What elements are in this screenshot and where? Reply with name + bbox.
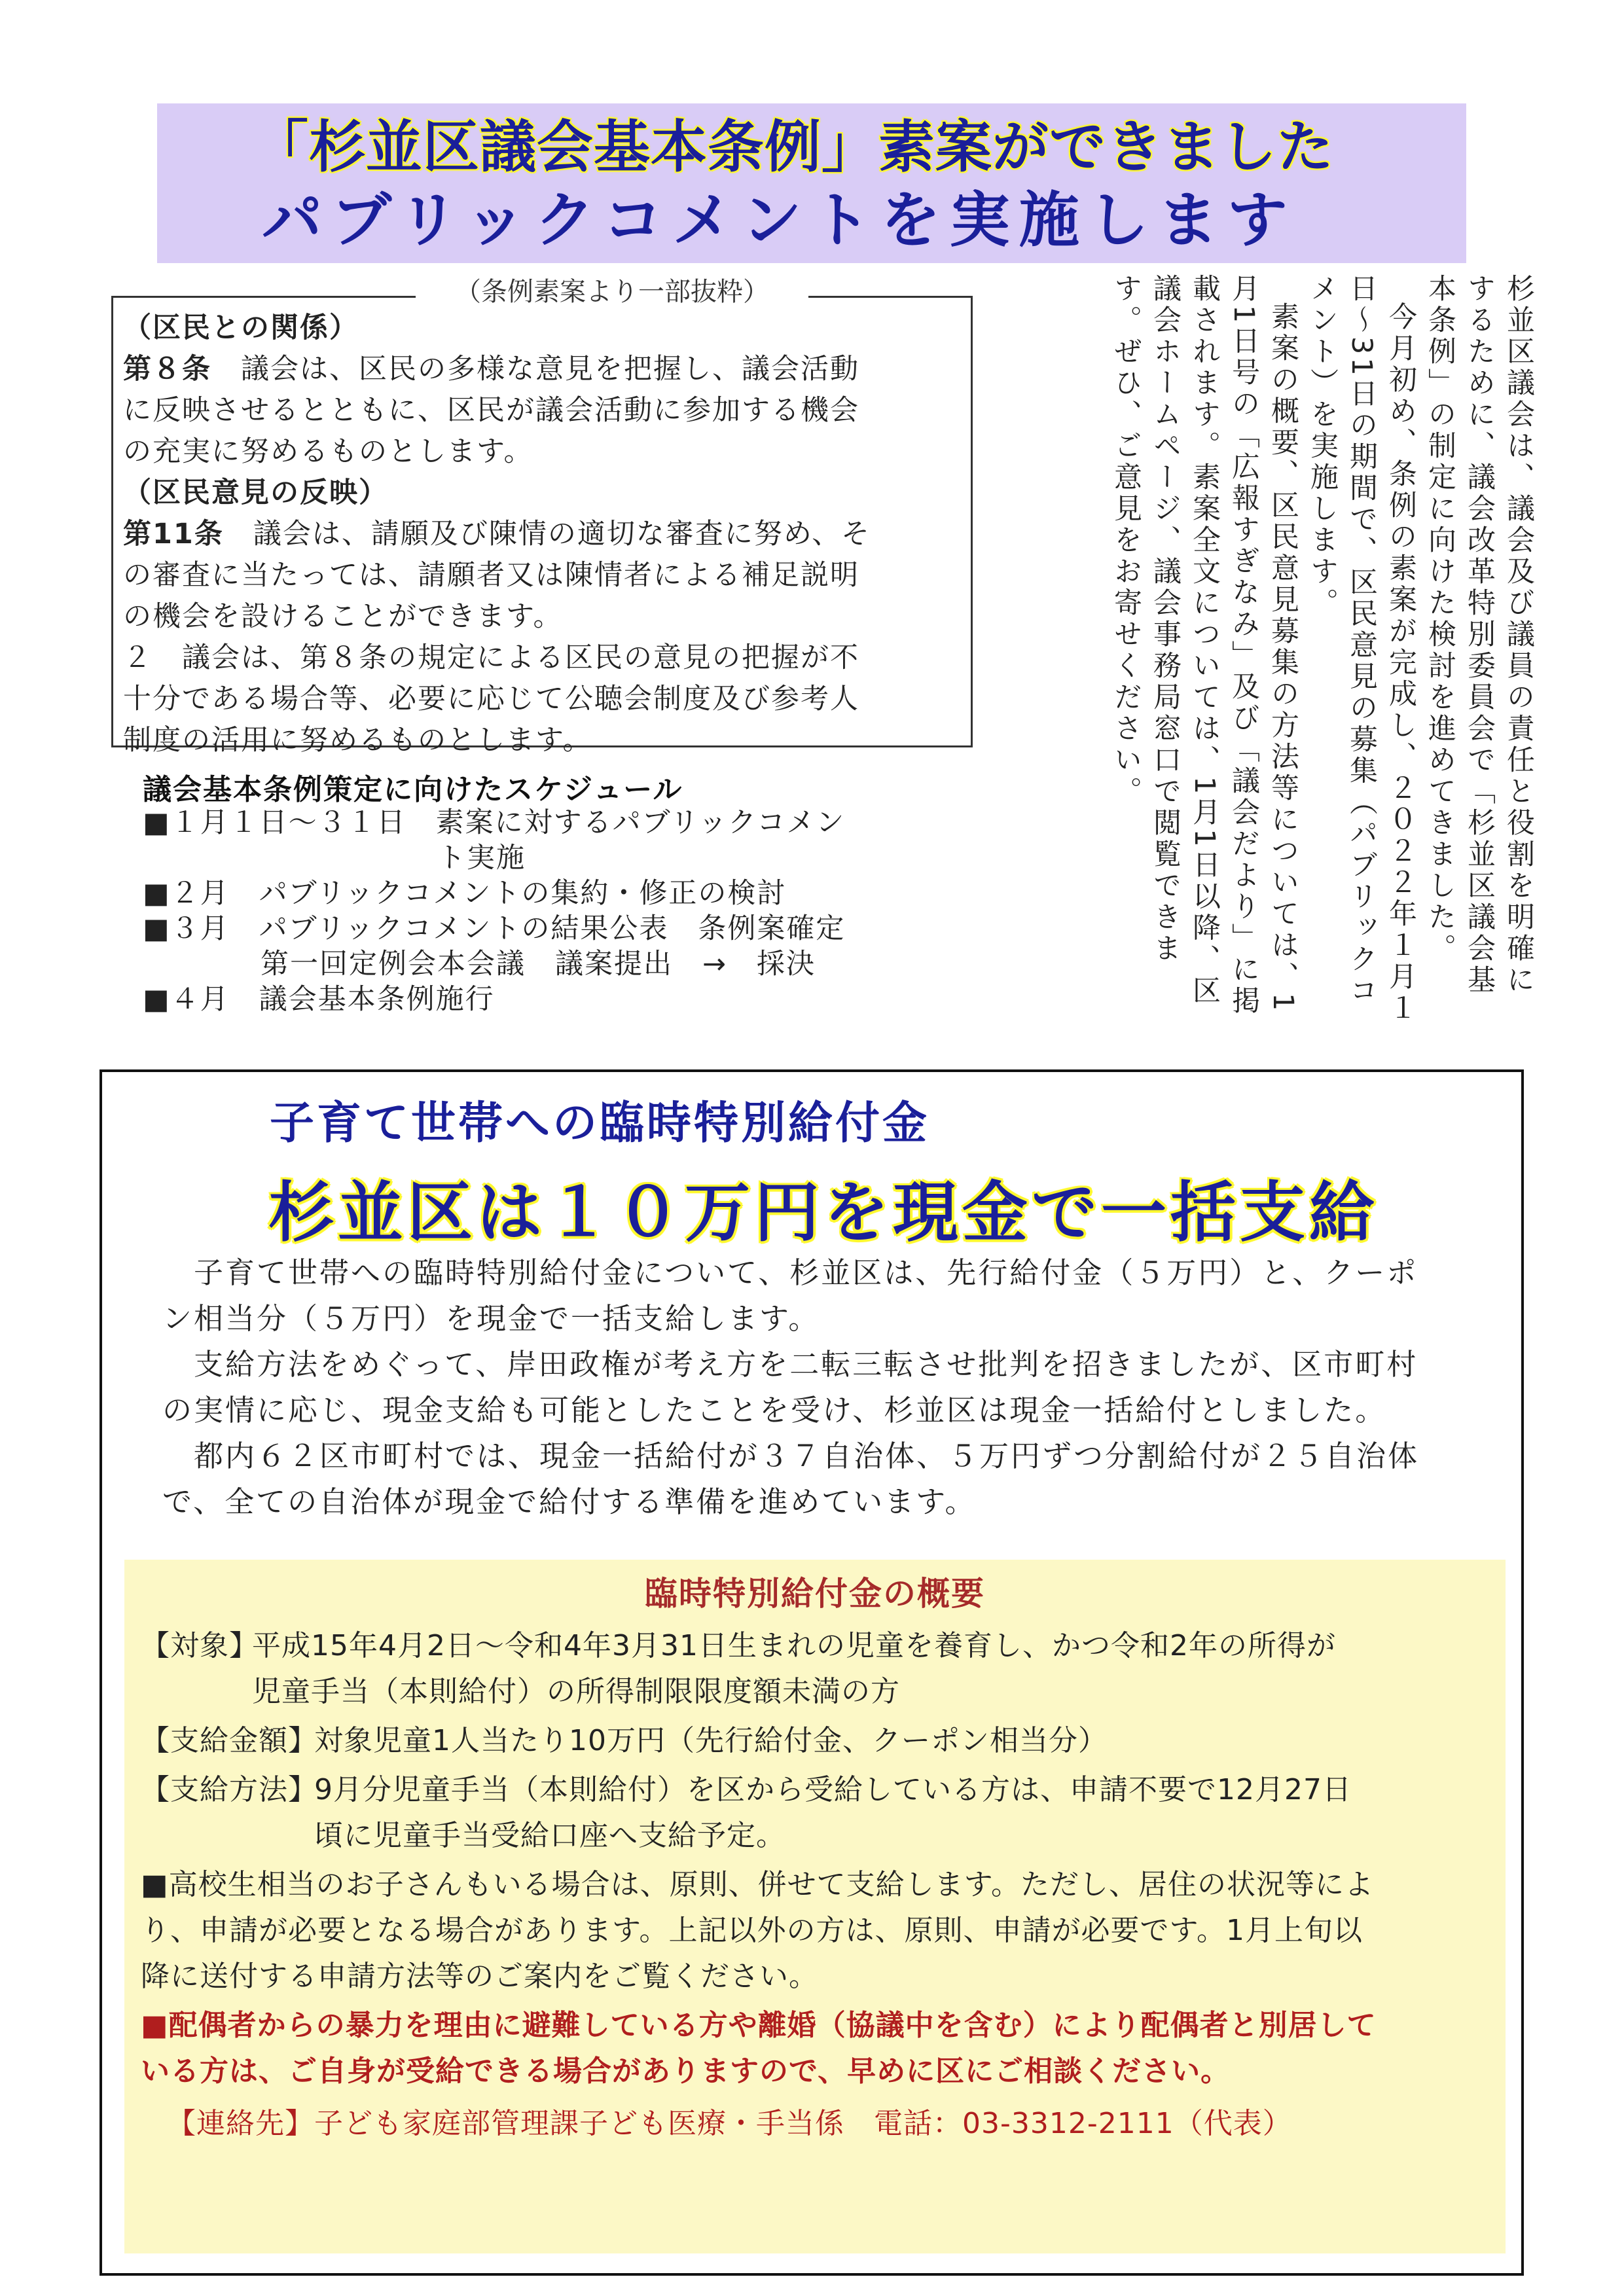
benefit-body-line: 支給方法をめぐって、岸田政権が考え方を二転三転させ批判を招きましたが、区市町村 bbox=[162, 1347, 1418, 1382]
amount-label: 【支給金額】 bbox=[141, 1724, 317, 1757]
benefit-body-line: の実情に応じ、現金支給も可能としたことを受け、杉並区は現金一括給付としました。 bbox=[162, 1393, 1387, 1427]
dv-note-line: いる方は、ご自身が受給できる場合がありますので、早めに区にご相談ください。 bbox=[141, 2054, 1231, 2088]
article-11-line: ２ 議会は、第８条の規定による区民の意見の把握が不 bbox=[123, 641, 859, 674]
article-8-line: に反映させるとともに、区民が議会活動に参加する機会 bbox=[123, 394, 859, 427]
article-8 bbox=[123, 349, 964, 390]
dv-note-line: ■配偶者からの暴力を理由に避難している方や離婚（協議中を含む）により配偶者と別居して bbox=[141, 2009, 1377, 2042]
schedule-item: ト実施 bbox=[143, 842, 526, 874]
article-11-line: 十分である場合等、必要に応じて公聴会制度及び参考人 bbox=[123, 683, 859, 715]
target-line: 平成15年4月2日〜令和4年3月31日生まれの児童を養育し、かつ令和2年の所得が bbox=[252, 1629, 1336, 1662]
excerpt-caption: （条例素案より一部抜粋） bbox=[416, 274, 808, 310]
target-label: 【対象】 bbox=[141, 1629, 259, 1662]
vertical-paragraph: 今月初め、条例の素案が完成し、２０２２年１月１日〜31日の期間で、区民意見の募集（パブリックコメント）を実施します。 bbox=[1306, 274, 1417, 1024]
contact-info: 【連絡先】子ども家庭部管理課子ども医療・手当係 電話：03-3312-2111（代表） bbox=[167, 2107, 1292, 2140]
target-line: 児童手当（本則給付）の所得制限限度額未満の方 bbox=[252, 1675, 900, 1708]
note-line: ■高校生相当のお子さんもいる場合は、原則、併せて支給します。ただし、居住の状況等によ bbox=[141, 1868, 1375, 1901]
method-line: 9月分児童手当（本則給付）を区から受給している方は、申請不要で12月27日 bbox=[314, 1773, 1352, 1806]
section-title-relations: （区民との関係） bbox=[123, 312, 359, 344]
article-8-line: の充実に努めるものとします。 bbox=[123, 435, 533, 468]
benefit-subheading: 子育て世帯への臨時特別給付金 bbox=[270, 1098, 930, 1149]
amount-text: 対象児童1人当たり10万円（先行給付金、クーポン相当分） bbox=[314, 1724, 1108, 1757]
section-title-opinions: （区民意見の反映） bbox=[123, 476, 388, 509]
note-line: 降に送付する申請方法等のご案内をご覧ください。 bbox=[141, 1960, 818, 1993]
schedule-item: ■２月 パブリックコメントの集約・修正の検討 bbox=[143, 877, 787, 910]
article-11-label: 第11条 bbox=[123, 518, 224, 550]
article-8-label: 第８条 bbox=[123, 353, 211, 386]
schedule-title: 議会基本条例策定に向けたスケジュール bbox=[143, 773, 683, 806]
headline-ordinance: 「杉並区議会基本条例」素案ができました bbox=[252, 115, 1334, 180]
vertical-paragraph: 杉並区議会は、議会及び議員の責任と役割を明確にするために、議会改革特別委員会で「杉並区議会基本条例」の制定に向けた検討を進めてきました。 bbox=[1424, 274, 1535, 996]
vertical-paragraph: 素案の概要、区民意見募集の方法等については、1月1日号の「広報すぎなみ」及び「議会だより」に掲載されます。素案全文については、1月1日以降、区議会ホームページ、議会事務局窓口で閲覧できます。ぜひ、ご意見をお寄せください。 bbox=[1110, 274, 1299, 1018]
note-line: り、申請が必要となる場合があります。上記以外の方は、原則、申請が必要です。1月上旬以 bbox=[141, 1914, 1363, 1947]
article-11-line: の機会を設けることができます。 bbox=[123, 600, 563, 633]
article-11-line: の審査に当たっては、請願者又は陳情者による補足説明 bbox=[123, 559, 859, 592]
headline-public-comment: パブリックコメントを実施します bbox=[262, 185, 1297, 255]
article-11-line: 議会は、請願及び陳情の適切な審査に努め、そ bbox=[223, 518, 871, 550]
article-11-line: 制度の活用に努めるものとします。 bbox=[123, 724, 592, 757]
method-line: 頃に児童手当受給口座へ支給予定。 bbox=[314, 1819, 785, 1852]
method-label: 【支給方法】 bbox=[141, 1773, 317, 1806]
benefit-body-line: 都内６２区市町村では、現金一括給付が３７自治体、５万円ずつ分割給付が２５自治体 bbox=[162, 1439, 1420, 1473]
benefit-body-line: で、全ての自治体が現金で給付する準備を進めています。 bbox=[162, 1484, 977, 1519]
vertical-article bbox=[995, 274, 1538, 1026]
benefit-body-line: 子育て世帯への臨時特別給付金について、杉並区は、先行給付金（５万円）と、クーポ bbox=[162, 1255, 1418, 1290]
benefit-body-line: ン相当分（５万円）を現金で一括支給します。 bbox=[162, 1301, 820, 1336]
benefit-headline: 杉並区は１０万円を現金で一括支給 bbox=[268, 1174, 1379, 1251]
schedule-item: ■４月 議会基本条例施行 bbox=[143, 983, 495, 1016]
schedule-item: ■１月１日〜３１日 素案に対するパブリックコメン bbox=[143, 806, 846, 839]
schedule-item: 第一回定例会本会議 議案提出 → 採決 bbox=[143, 948, 816, 980]
article-8-line: 議会は、区民の多様な意見を把握し、議会活動 bbox=[211, 353, 859, 386]
schedule-item: ■３月 パブリックコメントの結果公表 条例案確定 bbox=[143, 912, 846, 945]
overview-title: 臨時特別給付金の概要 bbox=[645, 1575, 985, 1613]
article-11 bbox=[123, 514, 964, 555]
